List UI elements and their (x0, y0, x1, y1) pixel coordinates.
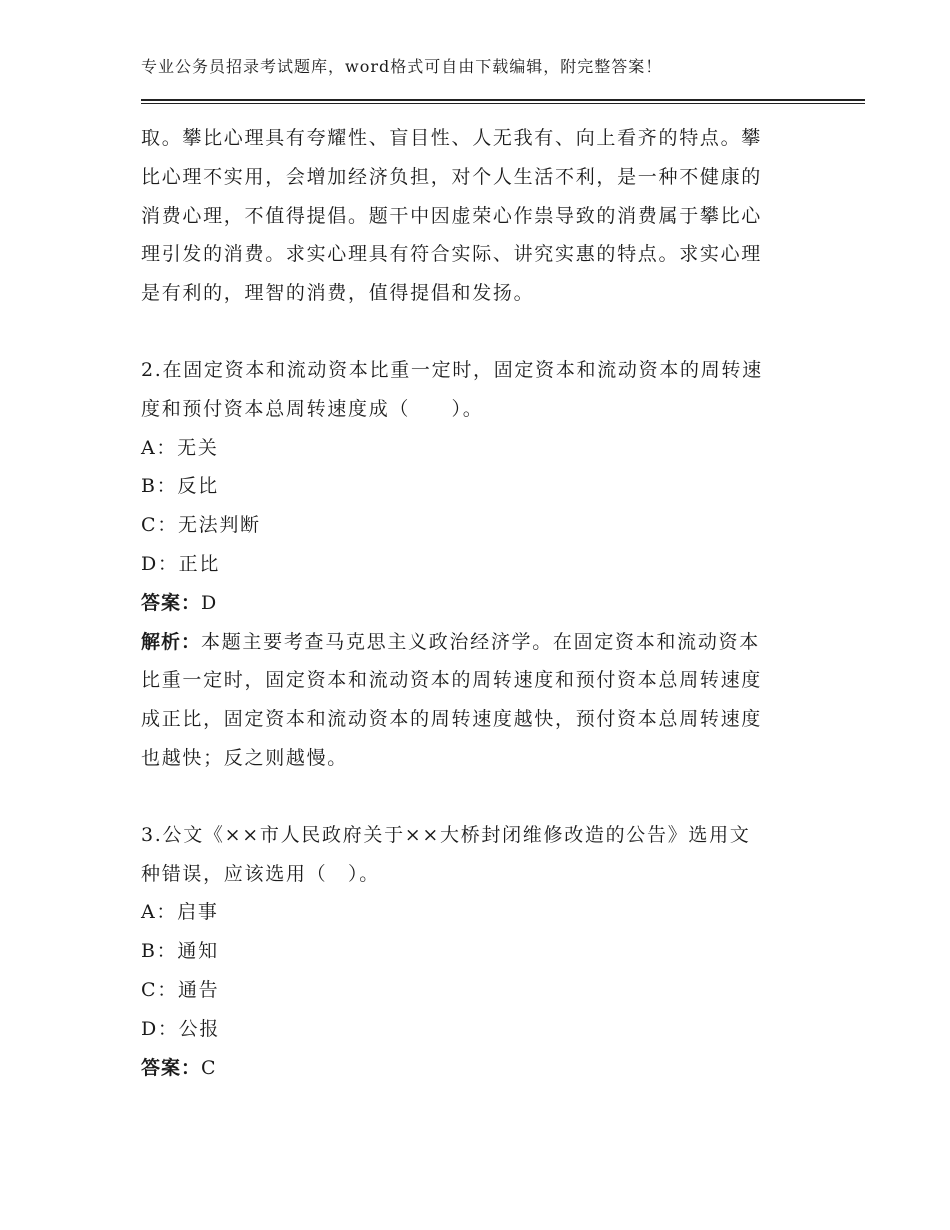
question-2-option-d: D：正比 (141, 552, 221, 575)
analysis-label: 解析： (141, 630, 202, 653)
header-rule-thick (141, 99, 865, 101)
answer-label: 答案： (141, 591, 202, 614)
answer-value: D (201, 591, 218, 614)
question-2-stem-line: 2.在固定资本和流动资本比重一定时，固定资本和流动资本的周转速 (141, 358, 763, 381)
answer-label: 答案： (141, 1056, 202, 1079)
spacer (141, 313, 801, 351)
question-2-analysis-line: 成正比，固定资本和流动资本的周转速度越快，预付资本总周转速度 (141, 708, 763, 731)
question-3-option-a: A：启事 (141, 901, 219, 924)
question-2-answer (141, 584, 801, 623)
intro-line: 取。攀比心理具有夸耀性、盲目性、人无我有、向上看齐的特点。攀 (141, 127, 763, 149)
question-2-option-b: B：反比 (141, 475, 219, 498)
spacer (141, 778, 801, 816)
page-header: 专业公务员招录考试题库，word格式可自由下载编辑，附完整答案！ (141, 57, 663, 76)
intro-line: 比心理不实用，会增加经济负担，对个人生活不利，是一种不健康的 (141, 165, 763, 188)
document-body (141, 119, 801, 1087)
question-3-option-b: B：通知 (141, 940, 219, 963)
question-2-analysis-line: 也越快；反之则越慢。 (141, 746, 349, 769)
question-3 (141, 816, 801, 1088)
question-3-answer (141, 1049, 801, 1088)
question-3-stem-line: 种错误，应该选用（ ）。 (141, 862, 380, 885)
intro-line: 消费心理，不值得提倡。题干中因虚荣心作祟导致的消费属于攀比心 (141, 204, 763, 227)
header-rule-thin (141, 103, 865, 104)
answer-value: C (201, 1056, 218, 1079)
question-2-analysis-line: 比重一定时，固定资本和流动资本的周转速度和预付资本总周转速度 (141, 669, 763, 692)
intro-paragraph (141, 119, 801, 313)
question-3-option-c: C：通告 (141, 978, 220, 1001)
intro-line: 是有利的，理智的消费，值得提倡和发扬。 (141, 282, 535, 305)
question-3-stem-line: 3.公文《××市人民政府关于××大桥封闭维修改造的公告》选用文 (141, 823, 751, 846)
question-2-stem-line: 度和预付资本总周转速度成（ ）。 (141, 397, 484, 420)
question-3-option-d: D：公报 (141, 1017, 221, 1040)
question-2 (141, 351, 801, 778)
question-2-option-a: A：无关 (141, 436, 219, 459)
analysis-text: 本题主要考查马克思主义政治经济学。在固定资本和流动资本 (201, 630, 760, 653)
question-2-option-c: C：无法判断 (141, 514, 261, 537)
question-2-analysis-line (141, 623, 801, 662)
intro-line: 理引发的消费。求实心理具有符合实际、讲究实惠的特点。求实心理 (141, 243, 763, 266)
